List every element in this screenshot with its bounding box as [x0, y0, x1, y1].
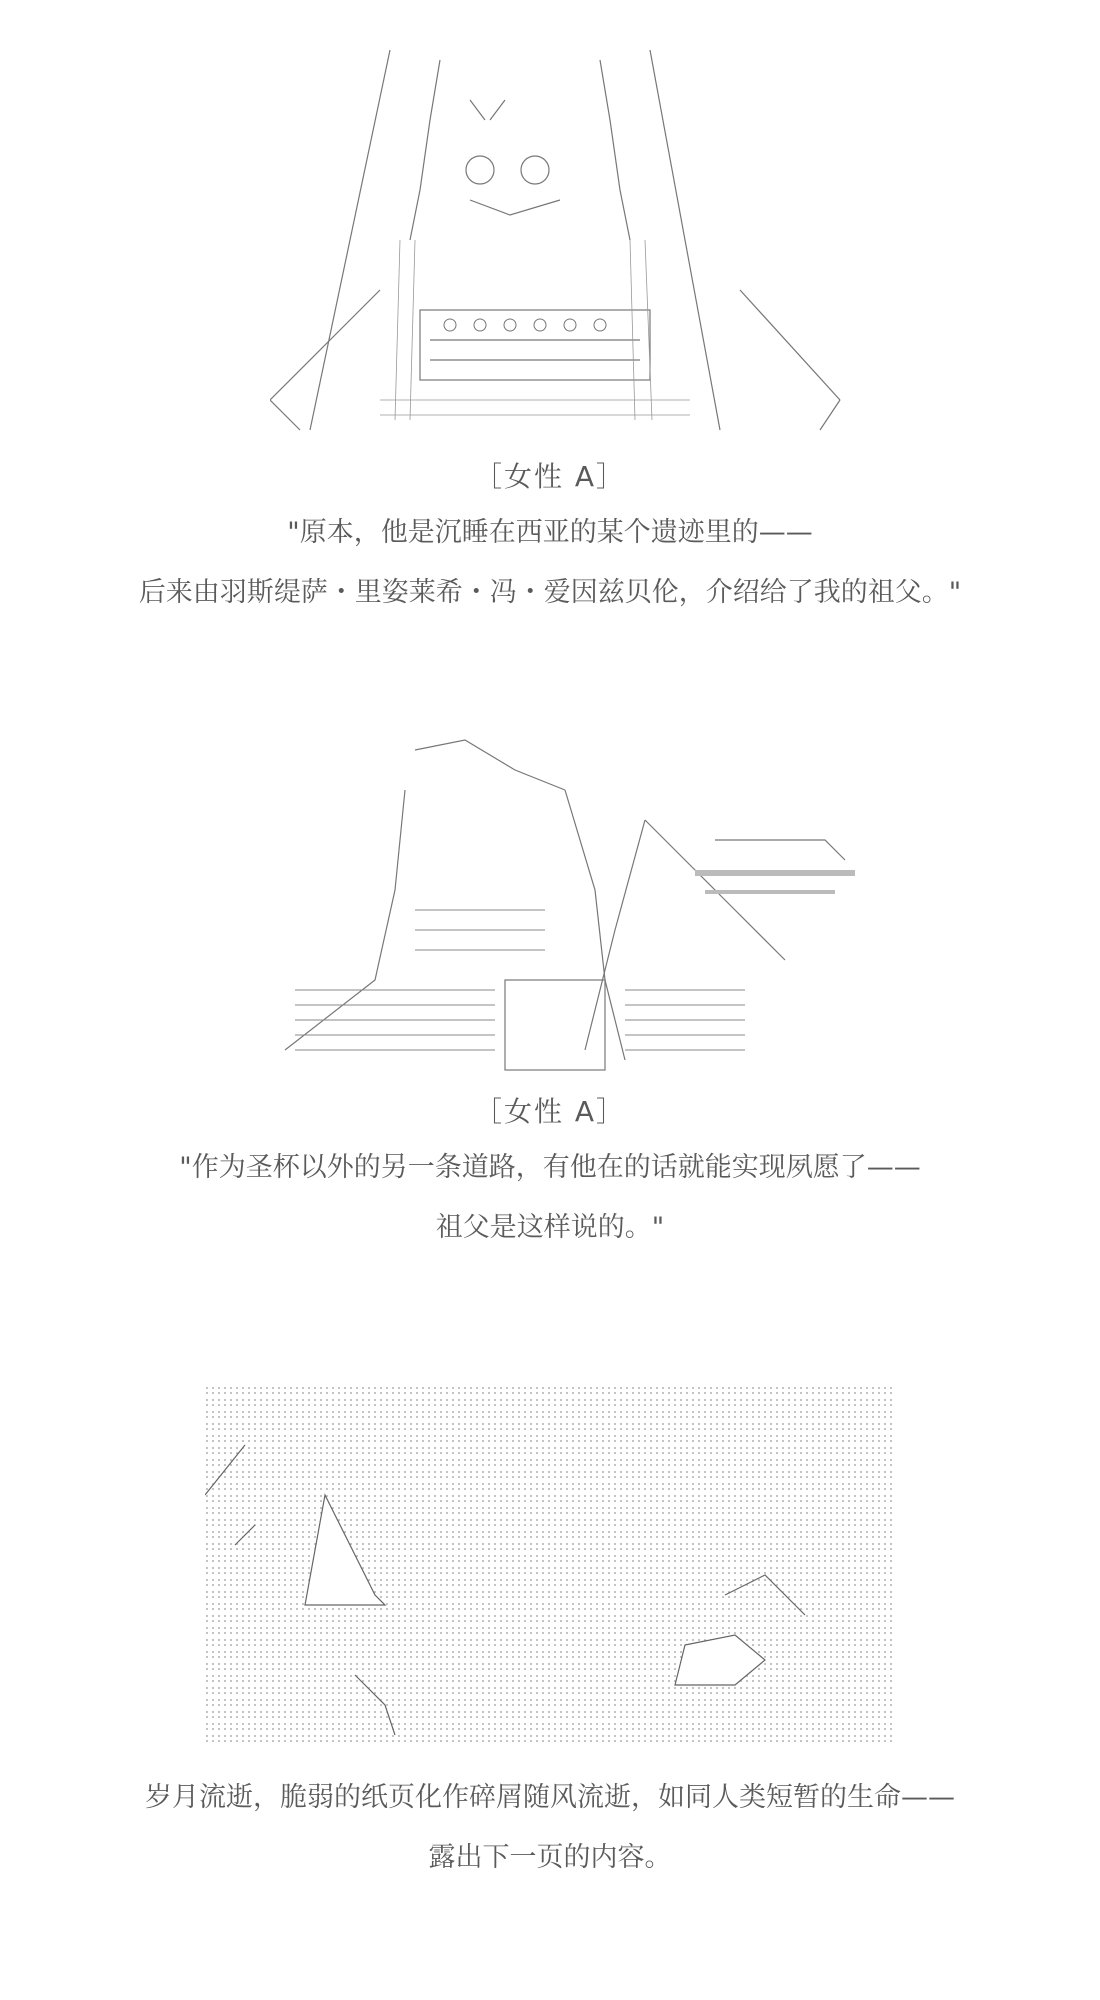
dialogue-line: "作为圣杯以外的另一条道路，有他在的话就能实现夙愿了——	[179, 1152, 921, 1183]
scene-3-drawing	[205, 1385, 895, 1745]
ascii-art-figure-2	[265, 730, 865, 1080]
dialogue-line: "原本，他是沉睡在西亚的某个遗迹里的——	[287, 517, 813, 548]
narration-line: 露出下一页的内容。	[428, 1842, 672, 1873]
figure-2-drawing	[265, 730, 865, 1080]
dialogue-line: 后来由羽斯缇萨・里姿莱希・冯・爱因兹贝伦，介绍给了我的祖父。"	[138, 577, 962, 608]
speaker-label: ［女性 A］	[473, 460, 627, 493]
dialogue-line: 祖父是这样说的。"	[435, 1212, 665, 1243]
ascii-art-figure-1	[270, 40, 850, 440]
figure-1-drawing	[270, 40, 850, 440]
narration-line: 岁月流逝，脆弱的纸页化作碎屑随风流逝，如同人类短暂的生命——	[145, 1782, 955, 1813]
ascii-art-scene-3	[205, 1385, 895, 1745]
speaker-label: ［女性 A］	[473, 1095, 627, 1128]
